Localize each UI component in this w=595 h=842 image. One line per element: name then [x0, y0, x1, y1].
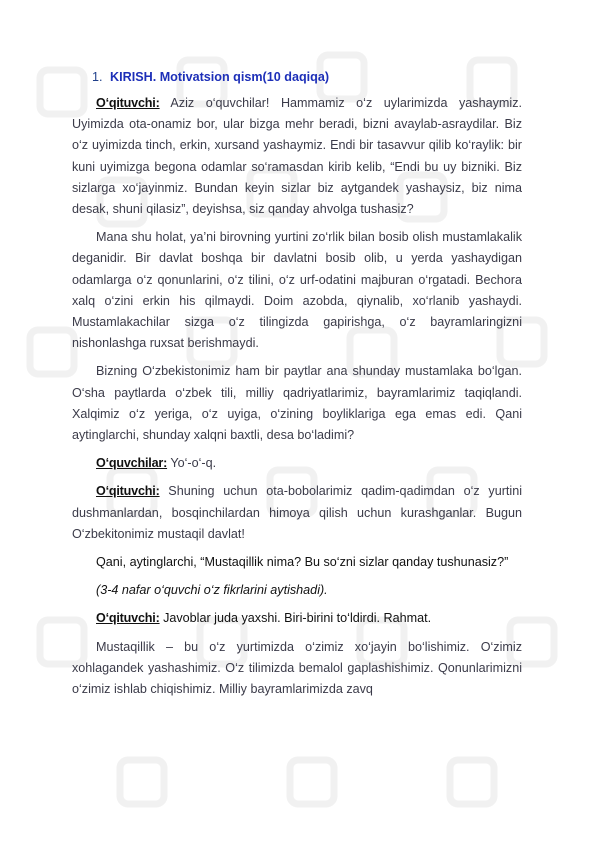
speaker-label: O‘qituvchi: [96, 611, 160, 626]
speaker-label: O‘qituvchi: [96, 96, 160, 110]
paragraph-text: Bizning O‘zbekistonimiz ham bir paytlar ana shunday mustamlaka bo‘lgan. O‘sha paytlarda o‘zbek tili, milliy qadriyatlarimiz, bayramlarimiz taqiqlandi. Xalqimiz o‘z yeriga, o‘z uyiga, o‘zining boyliklariga ega emas edi. Qani aytinglarchi, shunday xalqni baxtli, desa bo‘ladimi? [72, 364, 522, 443]
paragraph-question [72, 552, 522, 573]
paragraph-teacher-intro [72, 93, 522, 220]
paragraph-teacher-thanks [72, 608, 522, 629]
paragraph-text: Javoblar juda yaxshi. Biri-birini to‘ldirdi. Rahmat. [159, 611, 432, 626]
paragraph-text: Mana shu holat, ya’ni birovning yurtini zo‘rlik bilan bosib olish mustamlakalik deganidir. Bir davlat boshqa bir davlatni bosib olib, u yerda yashaydigan odamlarga o‘z qonunlarini, o‘z tilini, o‘z urf-odatini majburan o‘rgatadi. Bechora xalq o‘zini erkin his qilmaydi. Doim azobda, qiynalib, xo‘rlanib yashaydi. Mustamlakachilar sizga o‘z tilingizda gapirishga, o‘z bayramlaringizni nishonlashga ruxsat berishmaydi. [72, 230, 522, 351]
paragraph-text: Mustaqillik – bu o‘z yurtimizda o‘zimiz xo‘jayin bo‘lishimiz. O‘zimiz xohlagandek yashashimiz. O‘z tilimizda bemalol gaplashishimiz. Qonunlarimizni o‘zimiz ishlab chiqishimiz. Milliy bayramlarimizda zavq [72, 639, 522, 697]
speaker-label: O‘qituvchi: [96, 484, 160, 499]
heading-title: KIRISH. Motivatsion qism(10 daqiqa) [110, 70, 330, 84]
paragraph-students-answer [72, 453, 522, 474]
paragraph-text: (3-4 nafar o‘quvchi o‘z fikrlarini aytishadi). [96, 583, 328, 598]
document-body [72, 68, 522, 707]
paragraph-uzbekistan-history [72, 361, 522, 446]
paragraph-colonialism [72, 227, 522, 354]
paragraph-stage-note [72, 580, 522, 601]
paragraph-teacher-defense [72, 481, 522, 545]
section-heading [92, 68, 522, 86]
paragraph-text: Yo‘-o‘-q. [167, 456, 217, 471]
heading-number: 1. [92, 70, 103, 84]
paragraph-text: Qani, aytinglarchi, “Mustaqillik nima? Bu so‘zni sizlar qanday tushunasiz?” [96, 555, 509, 570]
paragraph-independence-definition [72, 637, 522, 701]
paragraph-text: Aziz o‘quvchilar! Hammamiz o‘z uylarimizda yashaymiz. Uyimizda ota-onamiz bor, ular bizga mehr beradi, bizni avaylab-asraydilar. Biz o‘z uyimizda tinch, erkin, xursand yashaymiz. Endi bir tasavvur qilib ko‘raylik: bir kuni uyimizga begona odamlar so‘ramasdan kirib kelib, “Endi bu uy bizniki. Biz sizlarga xo‘jayinmiz. Bundan keyin sizlar biz aytgandek yashaysiz, biz nima desak, shuni qilasiz”, deyishsa, siz qanday ahvolga tushasiz? [72, 96, 522, 217]
paragraph-text: Shuning uchun ota-bobolarimiz qadim-qadimdan o‘z yurtini dushmanlardan, bosqinchilardan himoya qilish uchun kurashganlar. Bugun O‘zbekitonimiz mustaqil davlat! [72, 484, 522, 541]
speaker-label: O‘quvchilar: [96, 456, 168, 471]
